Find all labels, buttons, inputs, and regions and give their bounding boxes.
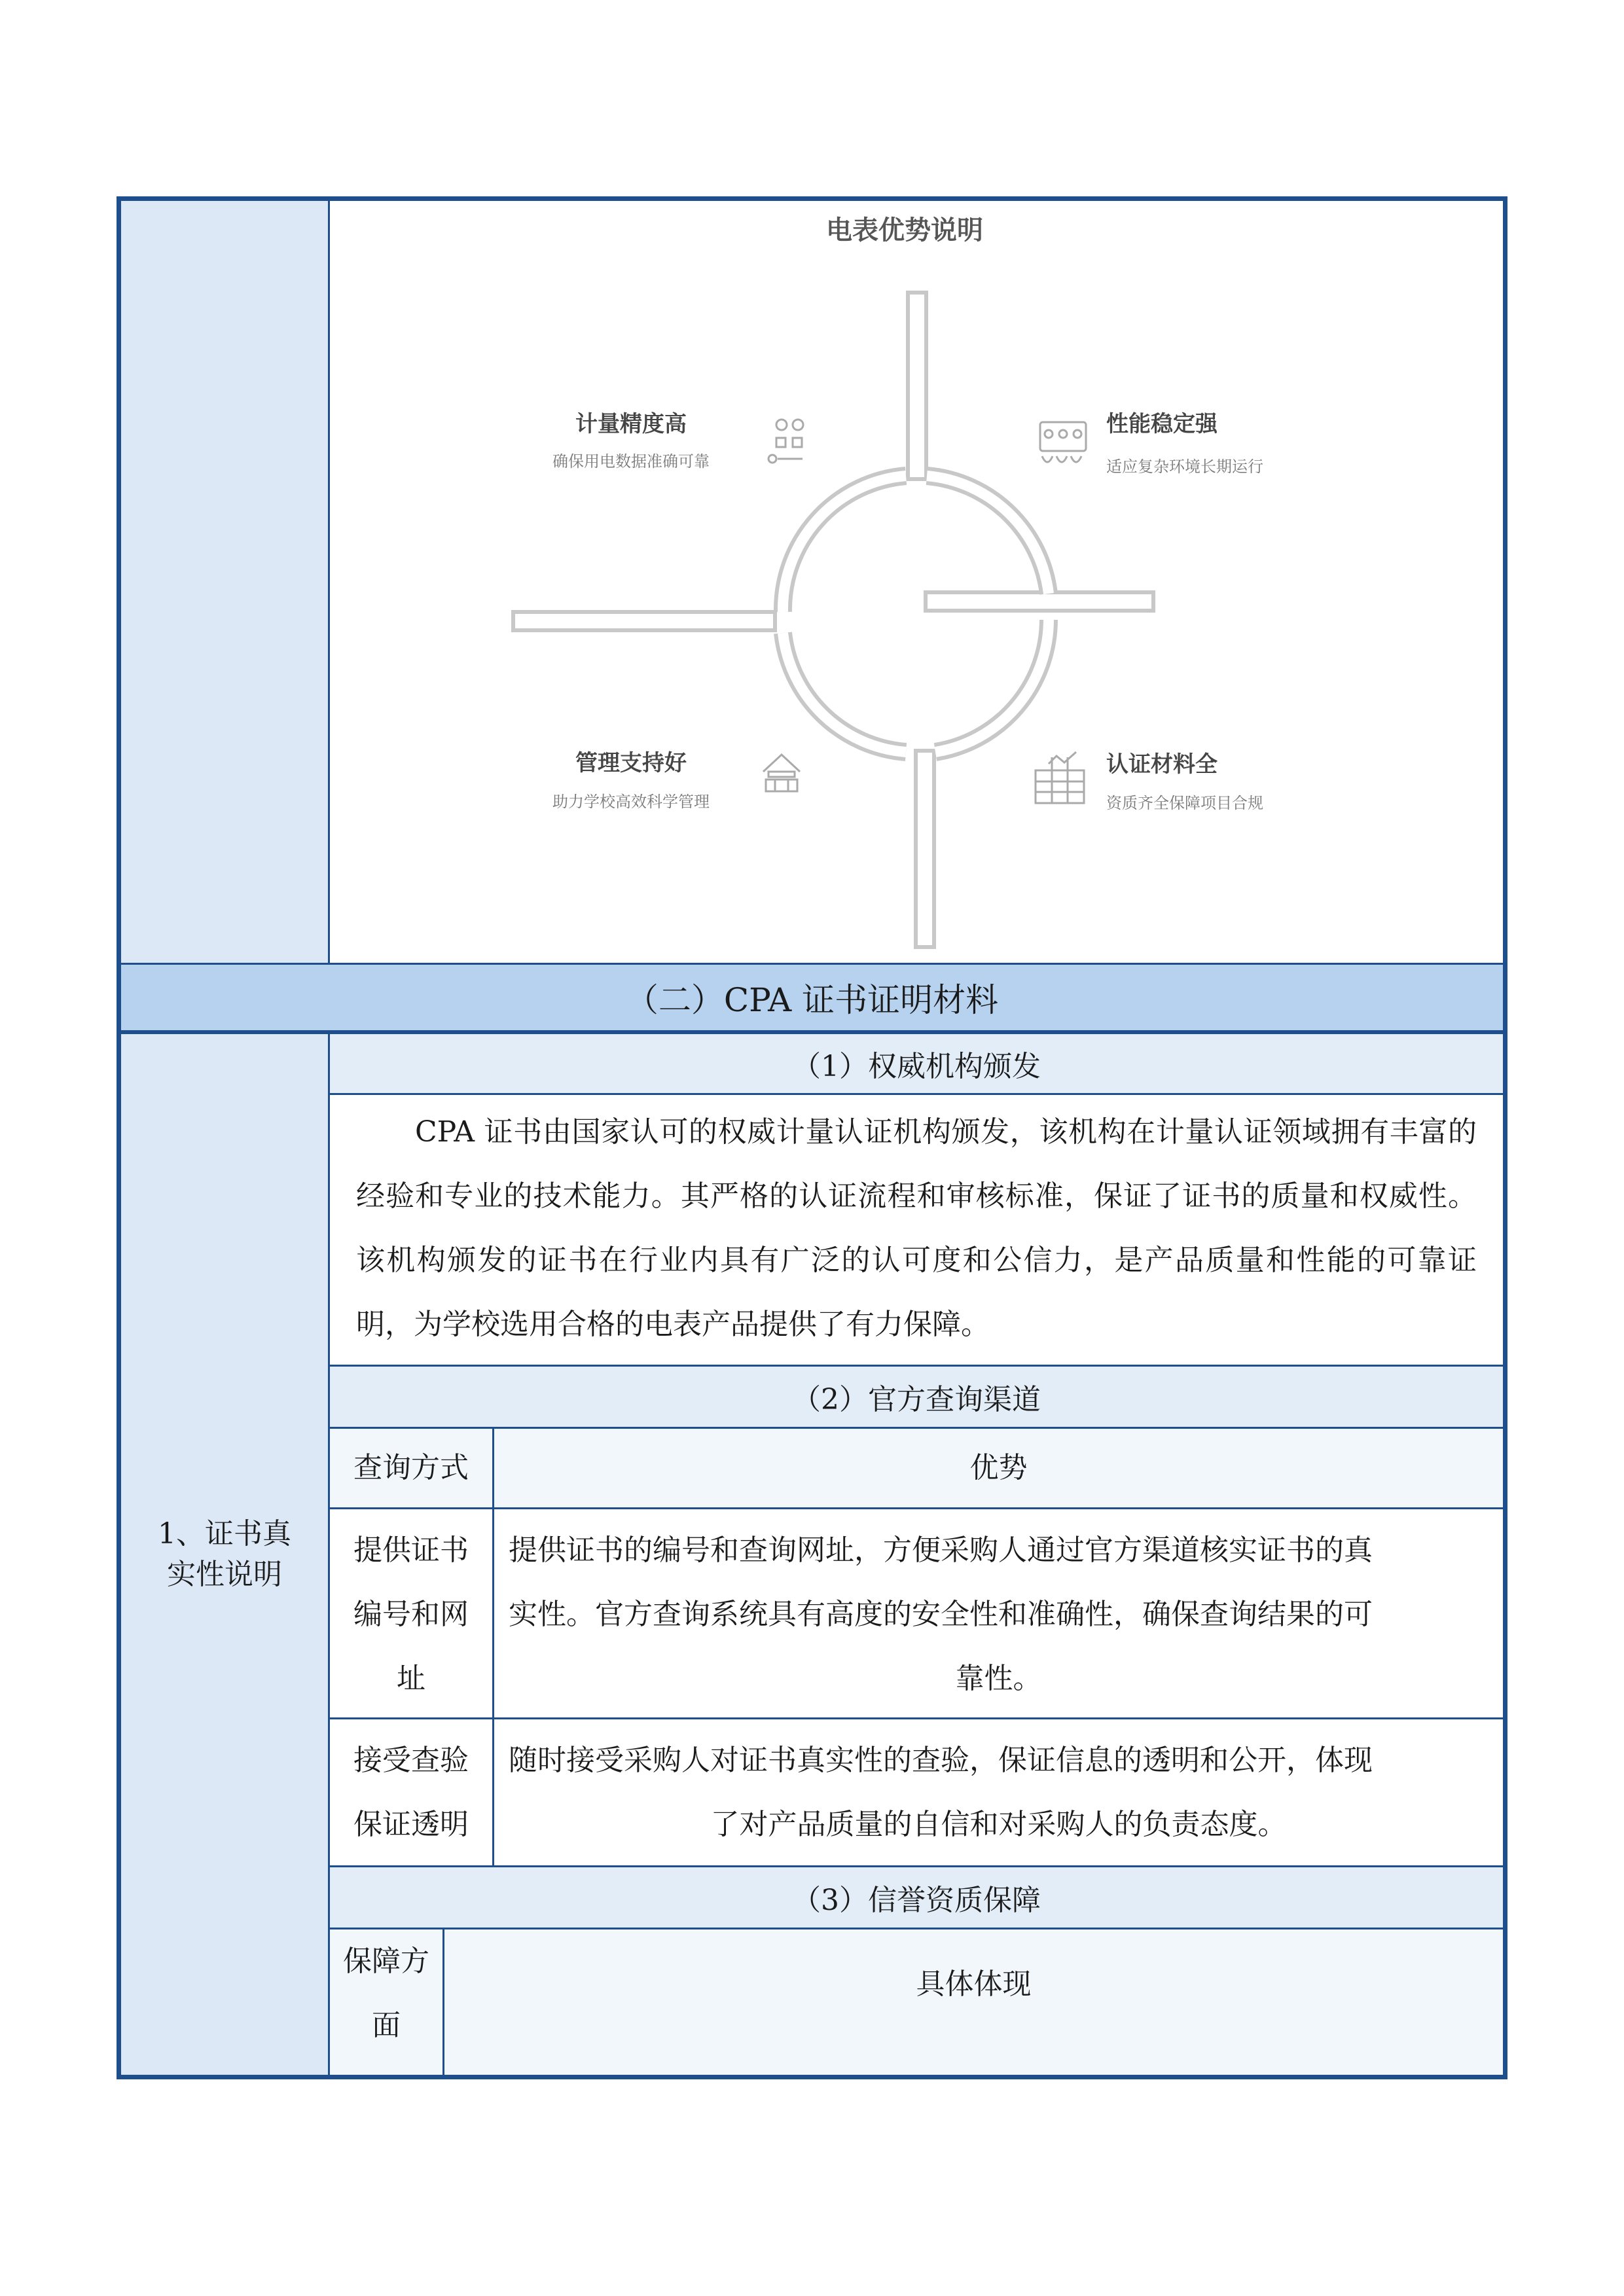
sub1-title: （1）权威机构颁发 [792,1050,1041,1083]
sub2-row1-adv-line-3: 靠性。 [955,1662,1042,1695]
section-2-title: （二）CPA 证书证明材料 [625,981,999,1019]
sub2-header-method-text: 查询方式 [353,1451,469,1484]
diagram-cell [328,199,1505,965]
diagram-item-3-label: 管理支持好 [575,750,687,776]
sub3-header-right [442,1928,1505,2077]
sub2-row2-method-line-1: 接受查验 [353,1744,469,1777]
sub3-header-left-line-1: 保障方 [343,1945,429,1978]
sub2-row2-adv-line-2: 了对产品质量的自信和对采购人的负责态度。 [710,1808,1287,1841]
diagram-item-3-sub: 助力学校高效科学管理 [552,793,710,811]
diagram-item-2-sub: 适应复杂环境长期运行 [1106,457,1263,476]
sub3-header-right-text: 具体体现 [916,1967,1032,2001]
cross-bar-left [513,612,775,630]
sub2-row2-advantage [492,1717,1505,1867]
section-2-band [119,963,1505,1032]
sub2-row1-method [328,1507,494,1719]
left-column-top-cell [119,199,330,965]
sub2-header-advantage-text: 优势 [969,1451,1028,1484]
measurement-icon [768,420,803,463]
sub2-row1-advantage [492,1507,1505,1719]
sub3-title: （3）信誉资质保障 [792,1884,1041,1917]
sub2-row1-method-line-3: 址 [397,1662,425,1695]
cross-bar-right [926,592,1153,611]
left-label-line-1: 1、证书真 [158,1517,291,1551]
cross-bar-top [908,293,926,479]
sub2-row2-adv-line-1: 随时接受采购人对证书真实性的查验，保证信息的透明和公开，体现 [509,1744,1373,1777]
diagram-item-4-label: 认证材料全 [1106,751,1218,778]
diagram-item-2-label: 性能稳定强 [1106,411,1218,437]
sub2-row1-method-line-2: 编号和网 [353,1598,469,1631]
sub2-header-advantage [492,1427,1505,1509]
sub3-header-left-line-2: 面 [372,2009,401,2042]
advantage-diagram [330,201,1505,965]
cross-shapes [513,293,1153,947]
cross-bar-bottom [916,751,934,947]
sub2-header-method [328,1427,494,1509]
sub1-heading [328,1032,1505,1095]
diagram-item-1-sub: 确保用电数据准确可靠 [552,452,710,471]
diagram-item-4-sub: 资质齐全保障项目合规 [1106,794,1263,812]
sub3-heading [328,1865,1505,1929]
left-column-label-cell [119,1032,330,2077]
meters-group-icon [1040,422,1086,462]
grid-chart-icon [1036,752,1084,803]
left-label-line-2: 实性说明 [167,1558,282,1591]
sub2-row1-method-line-1: 提供证书 [353,1534,469,1567]
sub1-paragraph: CPA 证书由国家认可的权威计量认证机构颁发，该机构在计量认证领域拥有丰富的经验和专业的技术能力。其严格的认证流程和审核标准，保证了证书的质量和权威性。该机构颁发的证书在行业内具有广泛的认可度和公信力，是产品质量和性能的可靠证明，为学校选用合格的电表产品提供了有力保障。 [356,1115,1477,1341]
sub2-row2-method [328,1717,494,1867]
building-icon [763,755,800,791]
sub2-title: （2）官方查询渠道 [792,1383,1041,1416]
sub2-heading [328,1365,1505,1429]
sub3-header-left [328,1928,444,2077]
diagram-title: 电表优势说明 [826,215,983,245]
sub1-paragraph-cell [328,1093,1505,1367]
diagram-item-1-label: 计量精度高 [575,411,687,437]
sub2-row1-adv-line-1: 提供证书的编号和查询网址，方便采购人通过官方渠道核实证书的真 [509,1534,1373,1567]
sub2-row1-adv-line-2: 实性。官方查询系统具有高度的安全性和准确性，确保查询结果的可 [509,1598,1373,1631]
sub2-row2-method-line-2: 保证透明 [353,1808,469,1841]
